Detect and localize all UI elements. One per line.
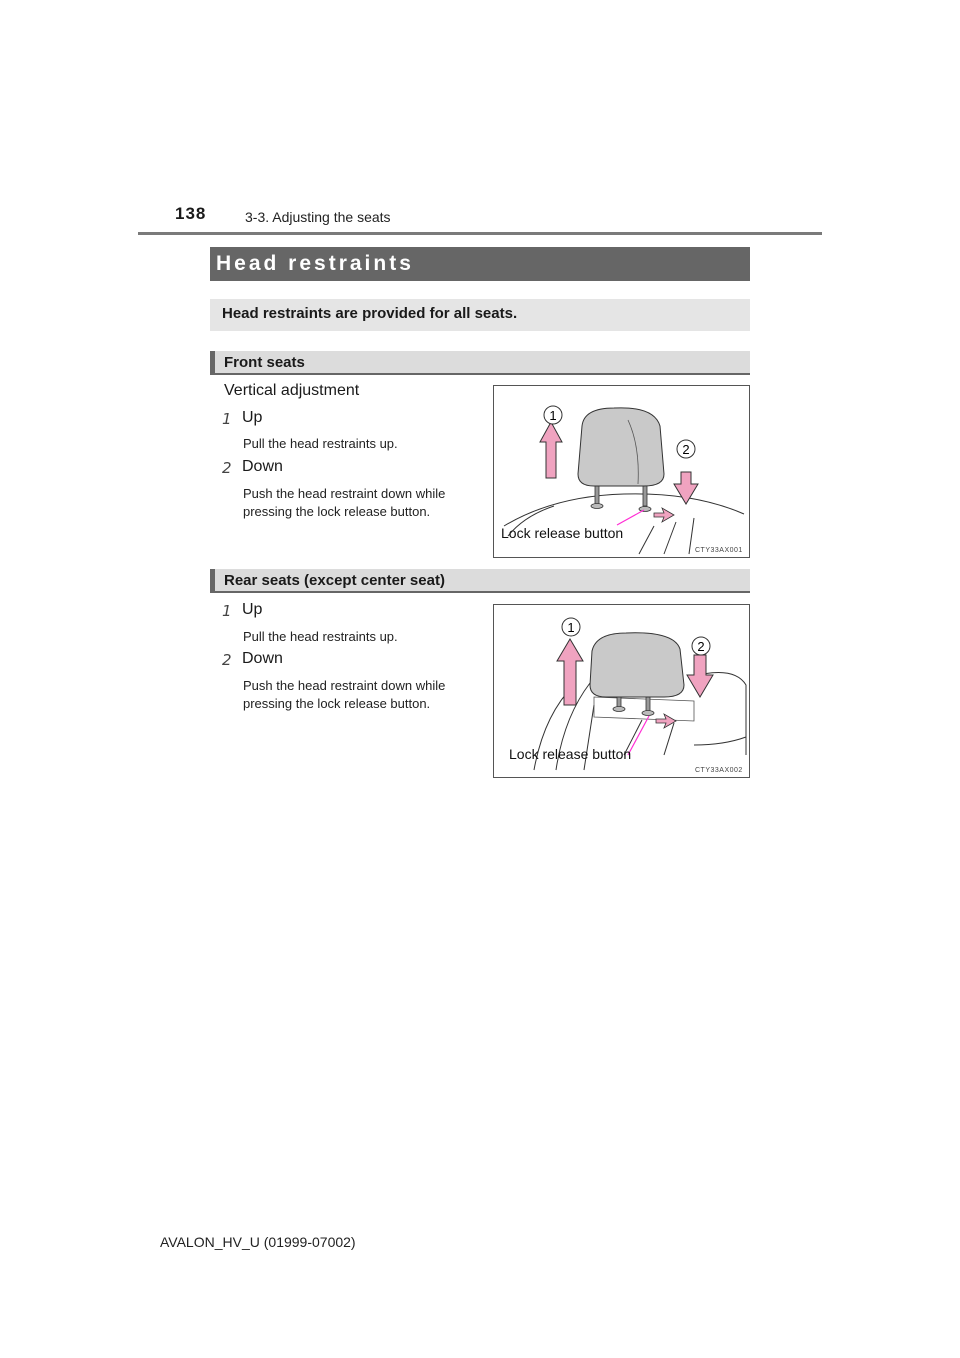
document-code-footer: AVALON_HV_U (01999-07002) <box>160 1234 356 1250</box>
callout-1: 1 <box>549 408 557 423</box>
step-description: pressing the lock release button. <box>243 504 431 519</box>
subheading-vertical-adjustment: Vertical adjustment <box>224 382 360 399</box>
callout-2: 2 <box>697 639 705 654</box>
page-title: Head restraints <box>210 247 750 281</box>
step-label-down: Down <box>242 458 283 475</box>
step-description: Pull the head restraints up. <box>243 629 398 644</box>
step-description: Push the head restraint down while <box>243 678 446 693</box>
figure-code: CTY33AX001 <box>695 547 743 554</box>
section-heading-rear-seats: Rear seats (except center seat) <box>210 569 750 593</box>
figure-front-head-restraint <box>493 385 750 558</box>
step-number: 1 <box>222 410 232 428</box>
section-heading-front-seats: Front seats <box>210 351 750 375</box>
lock-release-button-label: Lock release button <box>501 525 624 541</box>
figure-code: CTY33AX002 <box>695 767 743 774</box>
step-description: pressing the lock release button. <box>243 696 431 711</box>
step-number: 1 <box>222 602 232 620</box>
intro-note: Head restraints are provided for all seats. <box>210 299 750 331</box>
step-label-up: Up <box>242 601 263 618</box>
breadcrumb: 3-3. Adjusting the seats <box>245 209 391 225</box>
step-description: Pull the head restraints up. <box>243 436 398 451</box>
step-label-down: Down <box>242 650 283 667</box>
figure-rear-head-restraint <box>493 604 750 778</box>
header-divider <box>138 232 822 235</box>
page-number: 138 <box>175 204 207 223</box>
callout-1: 1 <box>567 620 575 635</box>
lock-release-button-label: Lock release button <box>509 746 632 762</box>
step-number: 2 <box>222 459 232 477</box>
step-number: 2 <box>222 651 232 669</box>
step-label-up: Up <box>242 409 263 426</box>
callout-2: 2 <box>682 442 690 457</box>
step-description: Push the head restraint down while <box>243 486 446 501</box>
